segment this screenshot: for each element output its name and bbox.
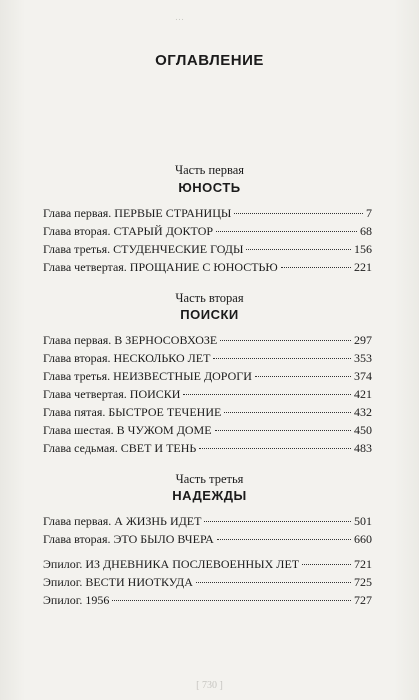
page-number: 721: [354, 557, 372, 571]
chapter-title: Эпилог. ВЕСТИ НИОТКУДА: [43, 575, 193, 589]
toc-entry[interactable]: [43, 423, 372, 438]
toc-entry[interactable]: [43, 387, 372, 402]
dot-leader: [281, 267, 351, 268]
chapter-title: Глава вторая. СТАРЫЙ ДОКТОР: [43, 224, 214, 238]
dot-leader: [213, 358, 351, 359]
page-number: 156: [354, 242, 372, 256]
chapter-title: Эпилог. ИЗ ДНЕВНИКА ПОСЛЕВОЕННЫХ ЛЕТ: [43, 557, 300, 571]
toc-entry[interactable]: [43, 532, 372, 547]
toc-entry[interactable]: [43, 514, 372, 529]
page-number: 450: [354, 423, 372, 437]
page-number: 725: [354, 575, 372, 589]
page-number: 660: [354, 532, 372, 546]
chapter-title: Глава вторая. ЭТО БЫЛО ВЧЕРА: [43, 532, 214, 546]
page-number: 374: [354, 369, 372, 383]
dot-leader: [196, 582, 351, 583]
part-label: Часть первая: [174, 163, 245, 177]
toc-entry[interactable]: [43, 206, 372, 221]
bleed-through-header: …: [175, 12, 185, 22]
dot-leader: [204, 521, 351, 522]
toc-entry-epilogue[interactable]: [43, 575, 372, 590]
toc-entry[interactable]: [43, 405, 372, 420]
chapter-title: Глава четвертая. ПОИСКИ: [43, 387, 181, 401]
chapter-title: Глава третья. НЕИЗВЕСТНЫЕ ДОРОГИ: [43, 369, 252, 383]
toc-entry[interactable]: [43, 260, 372, 275]
toc-entry-epilogue[interactable]: [43, 593, 372, 608]
toc-entry[interactable]: [43, 242, 372, 257]
chapter-title: Глава первая. А ЖИЗНЬ ИДЕТ: [43, 514, 202, 528]
chapter-title: Глава шестая. В ЧУЖОМ ДОМЕ: [43, 423, 212, 437]
dot-leader: [220, 340, 351, 341]
page-number: 221: [354, 260, 372, 274]
toc-entry[interactable]: [43, 224, 372, 239]
page-number: 353: [354, 351, 372, 365]
toc-entry[interactable]: [43, 333, 372, 348]
page-number: 483: [354, 441, 372, 455]
chapter-title: Глава первая. В ЗЕРНОСОВХОЗЕ: [43, 333, 218, 347]
bleed-through-page-number: [ 730 ]: [196, 680, 223, 691]
part-title: НАДЕЖДЫ: [172, 488, 247, 503]
toc-title: ОГЛАВЛЕНИЕ: [155, 52, 264, 69]
dot-leader: [234, 213, 363, 214]
dot-leader: [224, 412, 351, 413]
page-number: 501: [354, 514, 372, 528]
toc-entry[interactable]: [43, 441, 372, 456]
dot-leader: [183, 394, 351, 395]
part-label: Часть третья: [175, 472, 244, 486]
toc-entry[interactable]: [43, 369, 372, 384]
chapter-title: Эпилог. 1956: [43, 593, 110, 607]
dot-leader: [199, 448, 351, 449]
part-title: ПОИСКИ: [180, 307, 239, 322]
dot-leader: [217, 539, 351, 540]
page-number: 727: [354, 593, 372, 607]
dot-leader: [215, 430, 351, 431]
chapter-title: Глава первая. ПЕРВЫЕ СТРАНИЦЫ: [43, 206, 232, 220]
dot-leader: [255, 376, 351, 377]
chapter-title: Глава седьмая. СВЕТ И ТЕНЬ: [43, 441, 197, 455]
page-number: 432: [354, 405, 372, 419]
toc-entry-epilogue[interactable]: [43, 557, 372, 572]
dot-leader: [302, 564, 351, 565]
dot-leader: [216, 231, 357, 232]
page-number: 421: [354, 387, 372, 401]
dot-leader: [246, 249, 351, 250]
chapter-title: Глава третья. СТУДЕНЧЕСКИЕ ГОДЫ: [43, 242, 244, 256]
part-title: ЮНОСТЬ: [178, 180, 241, 195]
chapter-title: Глава вторая. НЕСКОЛЬКО ЛЕТ: [43, 351, 211, 365]
part-label: Часть вторая: [175, 291, 244, 305]
page-number: 7: [366, 206, 372, 220]
dot-leader: [112, 600, 351, 601]
page-number: 68: [360, 224, 372, 238]
chapter-title: Глава четвертая. ПРОЩАНИЕ С ЮНОСТЬЮ: [43, 260, 278, 274]
page-number: 297: [354, 333, 372, 347]
toc-entry[interactable]: [43, 351, 372, 366]
chapter-title: Глава пятая. БЫСТРОЕ ТЕЧЕНИЕ: [43, 405, 222, 419]
